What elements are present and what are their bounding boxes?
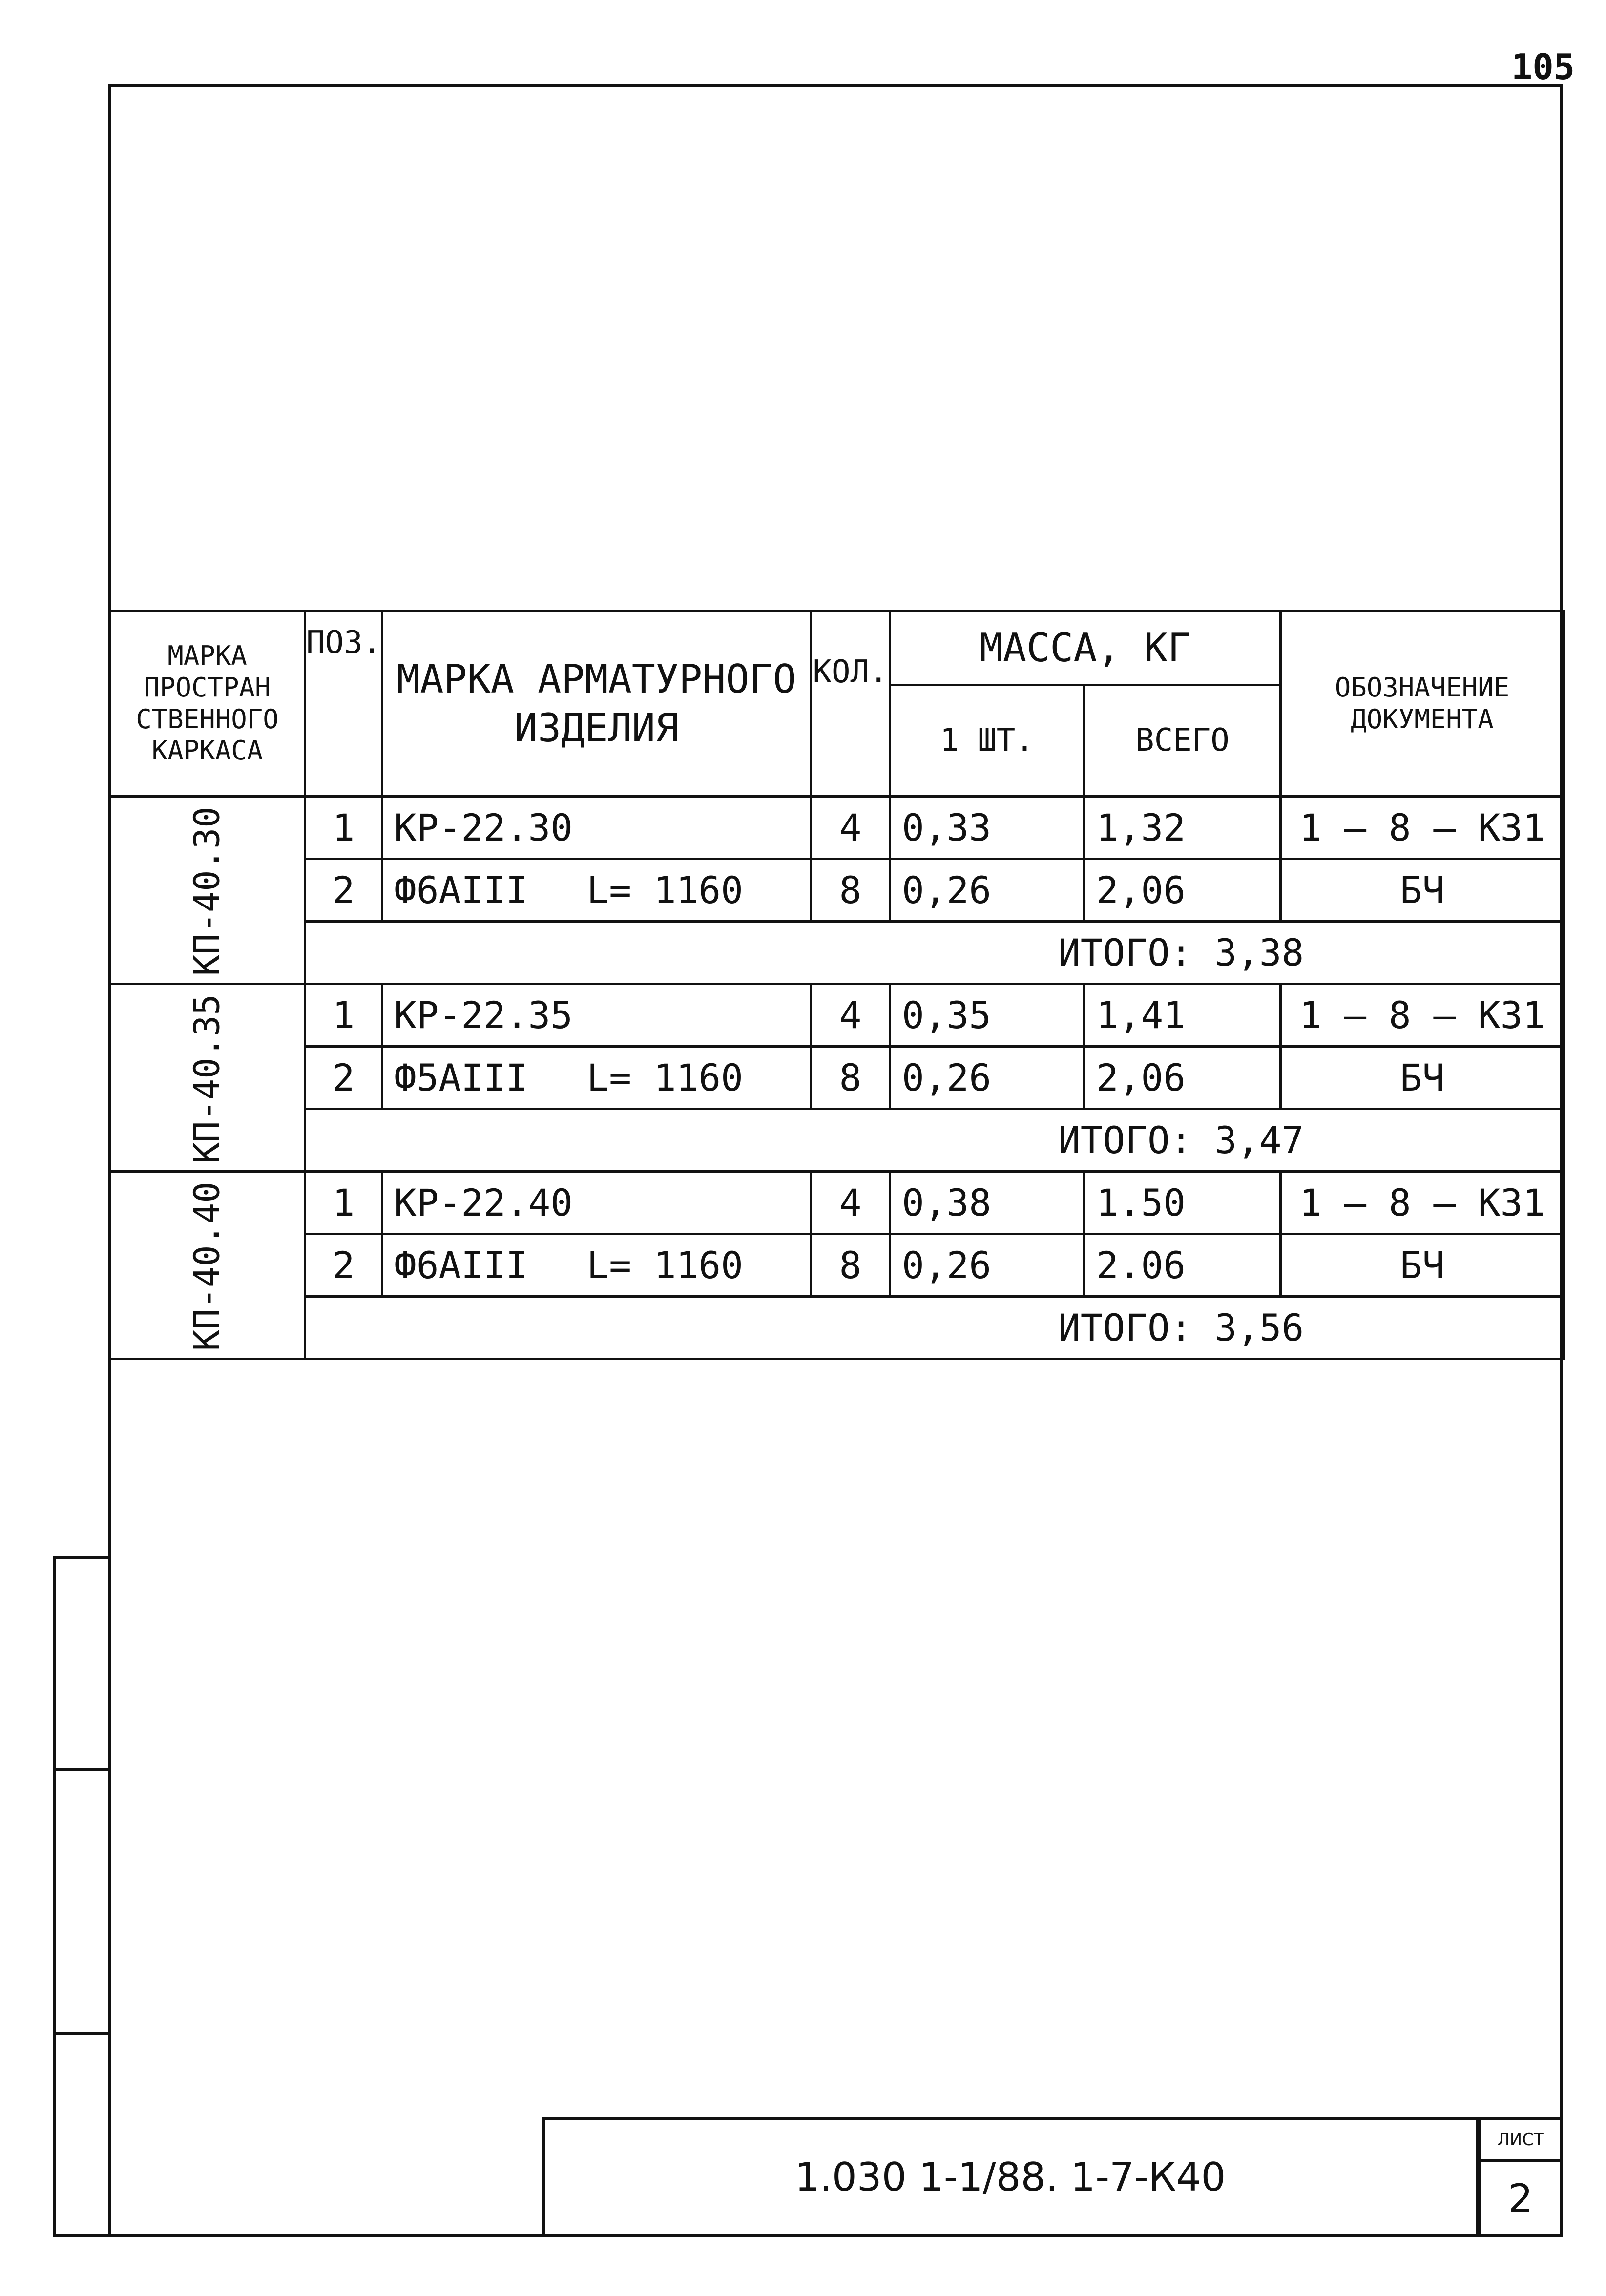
margin-stub-1 <box>54 1556 108 1559</box>
mass-total-cell: 1,41 <box>1085 984 1281 1047</box>
frame-mark-cell: КП-40.30 <box>110 797 305 984</box>
doc-cell: 1 – 8 — К31 <box>1281 1172 1564 1234</box>
qty-cell: 4 <box>811 797 890 859</box>
rebar-mark-cell: Ф6АIII L= 1160 <box>382 1234 811 1297</box>
doc-cell: БЧ <box>1281 1234 1564 1297</box>
total-row <box>110 1297 1564 1359</box>
pos-cell: 1 <box>305 984 382 1047</box>
header-rebar-mark: МАРКА АРМАТУРНОГО ИЗДЕЛИЯ <box>382 611 811 797</box>
doc-cell: 1 – 8 — К31 <box>1281 797 1564 859</box>
mass-total-cell: 2.06 <box>1085 1234 1281 1297</box>
reinforcement-spec-table <box>108 610 1565 1360</box>
header-mass-total: ВСЕГО <box>1085 685 1281 797</box>
rebar-mark-cell: КР-22.40 <box>382 1172 811 1234</box>
margin-stub-4 <box>54 2234 108 2237</box>
frame-mark-cell: КП-40.40 <box>110 1172 305 1359</box>
mass-one-cell: 0,35 <box>890 984 1085 1047</box>
total-cell: ИТОГО: 3,56 <box>305 1297 1564 1359</box>
mass-total-cell: 2,06 <box>1085 859 1281 922</box>
mass-total-cell: 2,06 <box>1085 1047 1281 1109</box>
qty-cell: 8 <box>811 859 890 922</box>
table-row <box>110 1047 1564 1109</box>
header-position: ПОЗ. <box>305 611 382 797</box>
pos-cell: 2 <box>305 1047 382 1109</box>
page-number: 105 <box>1511 46 1575 87</box>
total-row <box>110 1109 1564 1172</box>
sheet-number: 2 <box>1508 2175 1533 2221</box>
rebar-mark-cell: КР-22.30 <box>382 797 811 859</box>
mass-total-cell: 1.50 <box>1085 1172 1281 1234</box>
doc-cell: БЧ <box>1281 859 1564 922</box>
title-block-sheet <box>1479 2117 1563 2237</box>
doc-cell: БЧ <box>1281 1047 1564 1109</box>
margin-line <box>53 1556 56 2237</box>
total-row <box>110 922 1564 984</box>
header-document: ОБОЗНАЧЕНИЕ ДОКУМЕНТА <box>1281 611 1564 797</box>
margin-stub-3 <box>54 2032 108 2035</box>
pos-cell: 1 <box>305 797 382 859</box>
title-block-designation: 1.030 1-1/88. 1-7-К40 <box>542 2117 1479 2237</box>
qty-cell: 8 <box>811 1047 890 1109</box>
mass-one-cell: 0,26 <box>890 1234 1085 1297</box>
pos-cell: 2 <box>305 1234 382 1297</box>
table-row <box>110 859 1564 922</box>
table-row <box>110 1172 1564 1234</box>
table-row <box>110 797 1564 859</box>
frame-mark-cell: КП-40.35 <box>110 984 305 1172</box>
header-mass-one: 1 ШТ. <box>890 685 1085 797</box>
mass-one-cell: 0,26 <box>890 1047 1085 1109</box>
pos-cell: 2 <box>305 859 382 922</box>
mass-total-cell: 1,32 <box>1085 797 1281 859</box>
margin-stub-2 <box>54 1768 108 1771</box>
qty-cell: 8 <box>811 1234 890 1297</box>
sheet-label: ЛИСТ <box>1481 2120 1560 2162</box>
header-mass: МАССА, КГ <box>890 611 1281 685</box>
rebar-mark-cell: КР-22.35 <box>382 984 811 1047</box>
mass-one-cell: 0,26 <box>890 859 1085 922</box>
header-frame-mark: МАРКА ПРОСТРАН СТВЕННОГО КАРКАСА <box>110 611 305 797</box>
mass-one-cell: 0,33 <box>890 797 1085 859</box>
mass-one-cell: 0,38 <box>890 1172 1085 1234</box>
rebar-mark-cell: Ф5АIII L= 1160 <box>382 1047 811 1109</box>
rebar-mark-cell: Ф6АIII L= 1160 <box>382 859 811 922</box>
total-cell: ИТОГО: 3,38 <box>305 922 1564 984</box>
qty-cell: 4 <box>811 984 890 1047</box>
table-row <box>110 984 1564 1047</box>
total-cell: ИТОГО: 3,47 <box>305 1109 1564 1172</box>
table-row <box>110 1234 1564 1297</box>
pos-cell: 1 <box>305 1172 382 1234</box>
doc-cell: 1 – 8 — К31 <box>1281 984 1564 1047</box>
header-quantity: КОЛ. <box>811 611 890 797</box>
qty-cell: 4 <box>811 1172 890 1234</box>
